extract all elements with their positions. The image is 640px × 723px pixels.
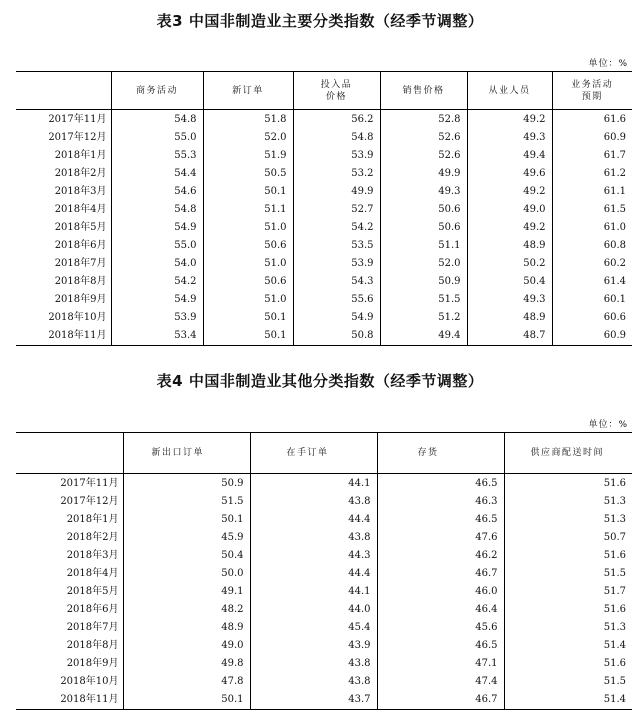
value-cell: 53.5 [293,237,380,255]
value-cell: 46.5 [377,474,504,494]
row-period-cell: 2018年7月 [54,258,107,269]
value-cell: 43.8 [250,493,377,511]
value-cell: 52.6 [380,129,467,147]
row-period-cell: 2017年12月 [60,496,119,507]
value-cell: 51.5 [380,291,467,309]
table4-header-new-export-orders: 新出口订单 [123,433,250,474]
table3-header-input-prices [293,72,380,110]
row-period-cell: 2018年2月 [54,168,107,179]
value-cell: 60.8 [552,237,632,255]
table4-header-supplier-delivery-time: 供应商配送时间 [504,433,632,474]
value-cell: 53.9 [293,255,380,273]
value-cell: 43.8 [250,673,377,691]
value-cell: 46.7 [377,691,504,710]
value-cell: 61.5 [552,201,632,219]
table3-title: 表3 中国非制造业主要分类指数（经季节调整） [156,12,484,30]
value-cell: 50.6 [203,273,293,291]
value-cell: 51.7 [504,583,632,601]
value-cell: 46.4 [377,601,504,619]
value-cell: 49.4 [380,327,467,346]
value-cell: 51.6 [504,655,632,673]
value-cell: 45.9 [123,529,250,547]
value-cell: 52.7 [293,201,380,219]
table4-unit-label: 单位：% [588,420,628,430]
table-row [16,273,632,291]
value-cell: 46.0 [377,583,504,601]
row-period-cell: 2018年3月 [66,550,119,561]
row-period-cell: 2018年8月 [66,640,119,651]
value-cell: 54.9 [111,291,203,309]
table3-header-employment: 从业人员 [467,72,552,110]
table-row [16,655,632,673]
value-cell: 46.2 [377,547,504,565]
value-cell: 49.9 [293,183,380,201]
value-cell: 54.4 [111,165,203,183]
row-period-cell: 2018年5月 [54,222,107,233]
row-period-cell: 2018年1月 [54,150,107,161]
value-cell: 43.8 [250,655,377,673]
value-cell: 43.7 [250,691,377,710]
value-cell: 50.7 [504,529,632,547]
table-row [16,201,632,219]
value-cell: 51.5 [123,493,250,511]
value-cell: 51.8 [203,110,293,130]
row-period-cell: 2018年9月 [66,658,119,669]
value-cell: 43.9 [250,637,377,655]
value-cell: 54.9 [293,309,380,327]
value-cell: 60.9 [552,129,632,147]
value-cell: 54.9 [111,219,203,237]
table-row [16,110,632,130]
table-row [16,637,632,655]
value-cell: 49.4 [467,147,552,165]
row-period-cell: 2018年6月 [66,604,119,615]
value-cell: 49.3 [467,291,552,309]
value-cell: 51.4 [504,691,632,710]
value-cell: 60.1 [552,291,632,309]
table-row [16,129,632,147]
value-cell: 61.6 [552,110,632,130]
table-row [16,219,632,237]
value-cell: 52.0 [203,129,293,147]
value-cell: 54.8 [293,129,380,147]
table-row [16,237,632,255]
table4-other-indices [16,432,632,710]
table3-header-period [16,72,111,110]
row-period-cell: 2018年4月 [54,204,107,215]
value-cell: 49.1 [123,583,250,601]
row-period-cell: 2018年8月 [54,276,107,287]
table-row [16,547,632,565]
value-cell: 51.3 [504,511,632,529]
value-cell: 50.6 [203,237,293,255]
value-cell: 49.3 [380,183,467,201]
row-period-cell: 2018年3月 [54,186,107,197]
table-row [16,493,632,511]
row-period-cell: 2018年11月 [16,691,123,710]
value-cell: 52.0 [380,255,467,273]
value-cell: 61.0 [552,219,632,237]
value-cell: 53.9 [111,309,203,327]
value-cell: 60.2 [552,255,632,273]
value-cell: 48.7 [467,327,552,346]
value-cell: 49.2 [467,110,552,130]
value-cell: 43.8 [250,529,377,547]
row-period-cell: 2018年11月 [16,327,111,346]
row-period-cell: 2018年9月 [54,294,107,305]
value-cell: 48.2 [123,601,250,619]
table-row [16,183,632,201]
value-cell: 49.0 [123,637,250,655]
value-cell: 61.4 [552,273,632,291]
table4-body [16,474,632,710]
value-cell: 49.0 [467,201,552,219]
value-cell: 51.4 [504,637,632,655]
value-cell: 51.1 [380,237,467,255]
value-cell: 51.0 [203,219,293,237]
table4-header-backlog-orders: 在手订单 [250,433,377,474]
value-cell: 55.0 [111,129,203,147]
row-period-cell: 2017年11月 [48,114,107,125]
value-cell: 45.4 [250,619,377,637]
table-row [16,691,632,710]
value-cell: 48.9 [467,309,552,327]
value-cell: 50.1 [123,511,250,529]
value-cell: 49.9 [380,165,467,183]
value-cell: 51.6 [504,547,632,565]
value-cell: 49.2 [467,219,552,237]
table4-title: 表4 中国非制造业其他分类指数（经季节调整） [156,372,484,390]
value-cell: 51.5 [504,565,632,583]
value-cell: 61.1 [552,183,632,201]
value-cell: 50.0 [123,565,250,583]
value-cell: 44.3 [250,547,377,565]
value-cell: 55.3 [111,147,203,165]
value-cell: 54.3 [293,273,380,291]
value-cell: 51.6 [504,601,632,619]
value-cell: 50.1 [203,183,293,201]
value-cell: 52.6 [380,147,467,165]
value-cell: 55.0 [111,237,203,255]
value-cell: 61.7 [552,147,632,165]
table4-header-inventory: 存货 [377,433,504,474]
value-cell: 54.8 [111,201,203,219]
value-cell: 51.2 [380,309,467,327]
row-period-cell: 2018年5月 [66,586,119,597]
table3-header-business-activity: 商务活动 [111,72,203,110]
value-cell: 56.2 [293,110,380,130]
value-cell: 48.9 [467,237,552,255]
value-cell: 50.4 [467,273,552,291]
table4-header-row [16,433,632,474]
value-cell: 54.2 [111,273,203,291]
value-cell: 50.9 [380,273,467,291]
table-row [16,255,632,273]
table-row [16,529,632,547]
table4-header-period [16,433,123,474]
value-cell: 55.6 [293,291,380,309]
value-cell: 53.4 [111,327,203,346]
value-cell: 51.1 [203,201,293,219]
value-cell: 53.2 [293,165,380,183]
value-cell: 50.1 [123,691,250,710]
table3-body [16,110,632,346]
row-period-cell: 2018年10月 [48,312,107,323]
value-cell: 50.9 [123,474,250,494]
value-cell: 49.6 [467,165,552,183]
row-period-cell: 2018年2月 [66,532,119,543]
value-cell: 54.2 [293,219,380,237]
value-cell: 48.9 [123,619,250,637]
table-row [16,327,632,346]
value-cell: 44.1 [250,474,377,494]
table-row [16,309,632,327]
value-cell: 46.3 [377,493,504,511]
value-cell: 47.8 [123,673,250,691]
row-period-cell: 2018年6月 [54,240,107,251]
value-cell: 51.9 [203,147,293,165]
value-cell: 50.2 [467,255,552,273]
value-cell: 51.3 [504,493,632,511]
row-period-cell: 2018年10月 [60,676,119,687]
value-cell: 51.3 [504,619,632,637]
table-row [16,147,632,165]
value-cell: 50.5 [203,165,293,183]
value-cell: 54.8 [111,110,203,130]
table3-header-expectations [552,72,632,110]
value-cell: 51.0 [203,291,293,309]
table3-unit-label: 单位：% [588,59,628,69]
table-row [16,619,632,637]
row-period-cell: 2018年4月 [66,568,119,579]
value-cell: 50.1 [203,327,293,346]
table3-header-row [16,72,632,110]
value-cell: 50.1 [203,309,293,327]
value-cell: 49.3 [467,129,552,147]
value-cell: 50.6 [380,219,467,237]
value-cell: 61.2 [552,165,632,183]
table3-header-sales-prices: 销售价格 [380,72,467,110]
value-cell: 46.7 [377,565,504,583]
table-row [16,601,632,619]
table3-main-indices [16,71,632,346]
table-row [16,291,632,309]
table-row [16,474,632,494]
value-cell: 44.0 [250,601,377,619]
row-period-cell: 2018年1月 [66,514,119,525]
table-row [16,583,632,601]
value-cell: 47.6 [377,529,504,547]
value-cell: 44.4 [250,565,377,583]
table-row [16,165,632,183]
value-cell: 50.8 [293,327,380,346]
value-cell: 44.1 [250,583,377,601]
value-cell: 46.5 [377,511,504,529]
value-cell: 49.8 [123,655,250,673]
value-cell: 49.2 [467,183,552,201]
table-row [16,673,632,691]
value-cell: 46.5 [377,637,504,655]
value-cell: 54.0 [111,255,203,273]
table3-header-new-orders: 新订单 [203,72,293,110]
value-cell: 51.0 [203,255,293,273]
value-cell: 52.8 [380,110,467,130]
value-cell: 60.9 [552,327,632,346]
value-cell: 50.6 [380,201,467,219]
row-period-cell: 2017年12月 [48,132,107,143]
value-cell: 50.4 [123,547,250,565]
row-period-cell: 2017年11月 [60,478,119,489]
value-cell: 47.1 [377,655,504,673]
value-cell: 45.6 [377,619,504,637]
value-cell: 51.5 [504,673,632,691]
value-cell: 51.6 [504,474,632,494]
value-cell: 44.4 [250,511,377,529]
table3-header-input-prices-line1: 投入品 价格 [320,79,353,102]
table-row [16,565,632,583]
row-period-cell: 2018年7月 [66,622,119,633]
table3-header-expectations-text: 业务活动 预期 [571,79,614,102]
value-cell: 54.6 [111,183,203,201]
value-cell: 53.9 [293,147,380,165]
value-cell: 60.6 [552,309,632,327]
value-cell: 47.4 [377,673,504,691]
table-row [16,511,632,529]
